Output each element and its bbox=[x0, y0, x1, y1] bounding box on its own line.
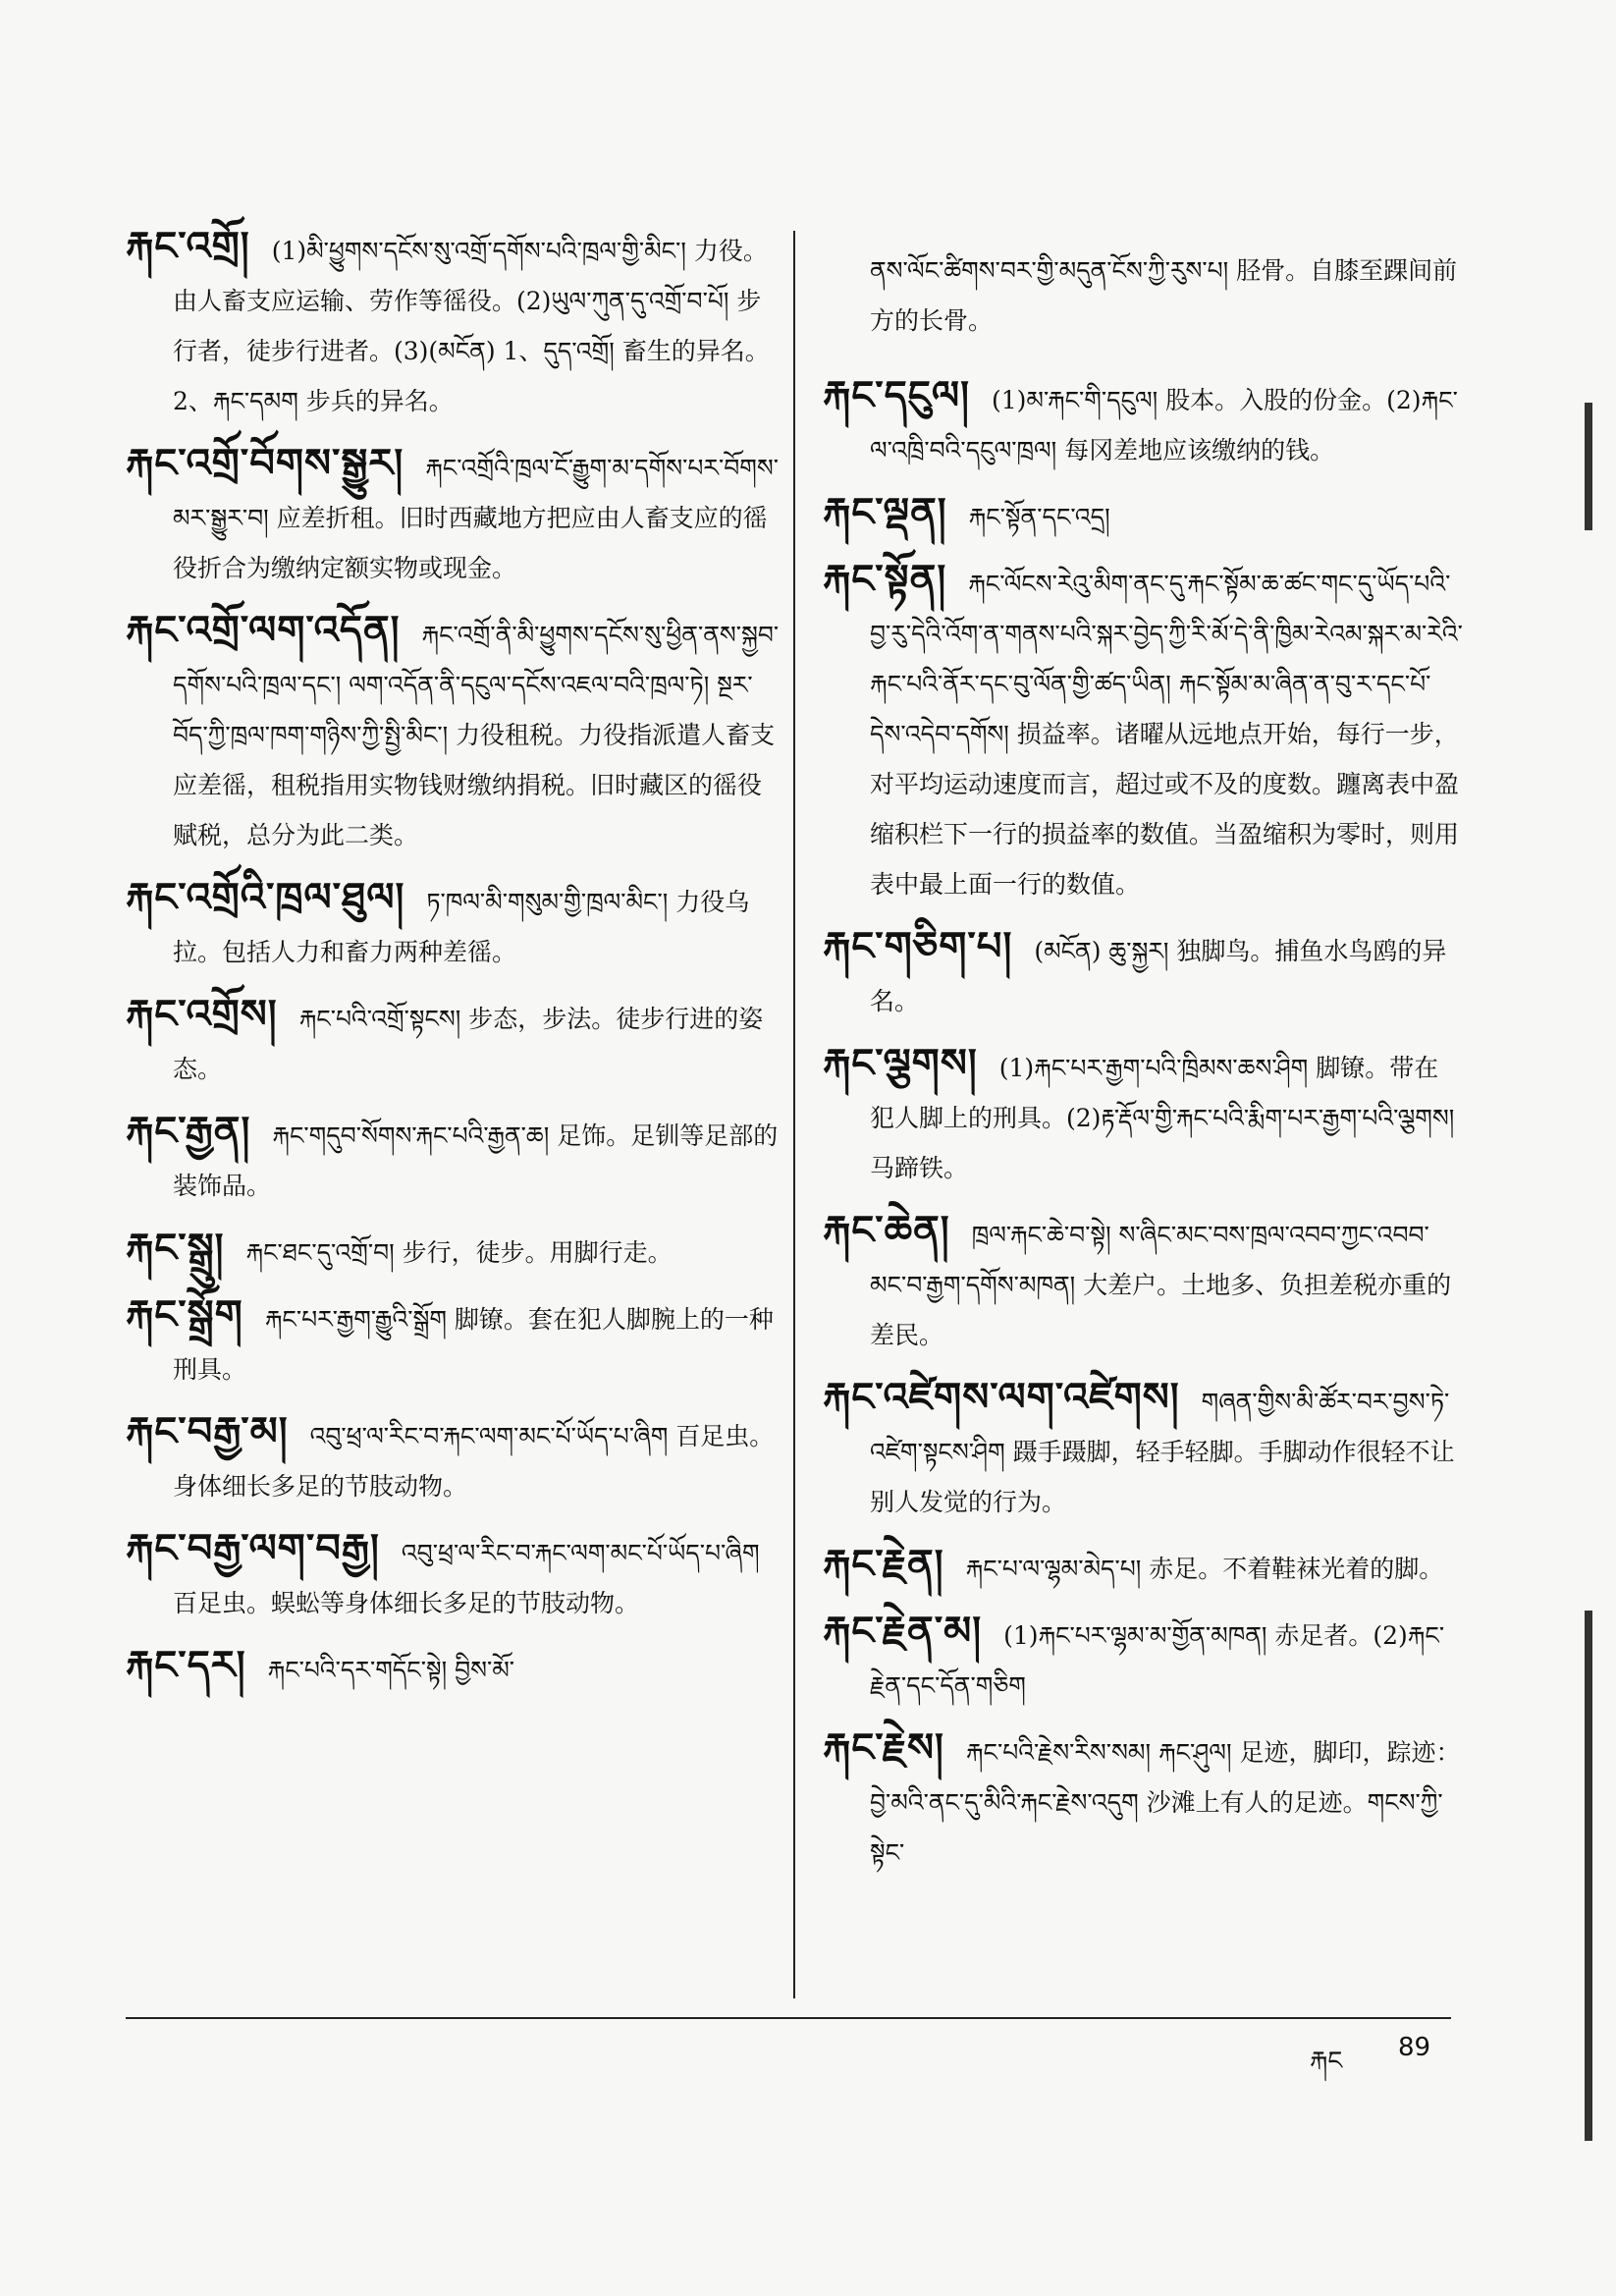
dictionary-entry bbox=[823, 1372, 1463, 1527]
dictionary-entry bbox=[823, 1606, 1463, 1711]
dictionary-entry bbox=[126, 1640, 781, 1695]
page-number: 89 bbox=[1398, 2033, 1431, 2062]
margin-mark bbox=[1585, 403, 1592, 530]
dictionary-entry bbox=[823, 246, 1463, 346]
entry-headword: རྐང་རྗེས། bbox=[823, 1724, 944, 1771]
dictionary-entry bbox=[126, 1523, 781, 1628]
entry-definition: རྐང་པའི་རྗེས་རིས་སམ། རྐང་ཤུལ། 足迹，脚印，踪迹：བྱེ་མའི་ནང་དུ་མིའི་རྐང་རྗེས་འདུག 沙滩上有人的足迹。གངས་ཀྱི་སྟེང་ bbox=[870, 1738, 1461, 1867]
right-column bbox=[823, 221, 1463, 1889]
entry-headword: རྐང་འགྲོ་ལག་འདོན། bbox=[126, 607, 401, 653]
entry-definition: ནས་ལོང་ཚིགས་བར་གྱི་མདུན་ངོས་ཀྱི་རུས་པ། 胫骨。自膝至踝间前方的长骨。 bbox=[870, 256, 1458, 335]
entry-headword: རྐང་རྗེན་མ། bbox=[823, 1608, 983, 1654]
entry-definition: རྐང་འགྲོའི་ཁྲལ་ངོ་རྒྱུག་མ་དགོས་པར་བོགས་མར་སྒྱུར་བ། 应差折租。旧时西藏地方把应由人畜支应的徭役折合为缴纳定额实物或现金。 bbox=[173, 454, 779, 582]
dictionary-entry bbox=[126, 221, 781, 426]
entry-headword: རྐང་ལྡན། bbox=[823, 489, 947, 535]
dictionary-entry bbox=[823, 1038, 1463, 1193]
entry-headword: རྐང་ལྕགས། bbox=[823, 1040, 978, 1086]
entry-definition: ཏ་ཁལ་མི་གསུམ་གྱི་ཁྲལ་མིང་། 力役乌拉。包括人力和畜力两种差徭。 bbox=[173, 888, 750, 966]
entry-definition: (1)མ་རྐང་གི་དངུལ། 股本。入股的份金。(2)རྐང་ལ་འཁྲི་བའི་དངུལ་ཁྲལ། 每冈差地应该缴纳的钱。 bbox=[870, 386, 1458, 465]
dictionary-entry bbox=[126, 989, 781, 1094]
dictionary-entry bbox=[823, 921, 1463, 1026]
left-column bbox=[126, 221, 781, 1707]
entry-headword: རྐང་འགྲོས། bbox=[126, 991, 278, 1037]
entry-headword: རྐང་རྒྱན། bbox=[126, 1108, 251, 1154]
entry-definition: རྐང་པའི་འགྲོ་སྟངས། 步态，步法。徒步行进的姿态。 bbox=[173, 1005, 764, 1083]
dictionary-entry bbox=[126, 605, 781, 860]
entry-definition: གཞན་གྱིས་མི་ཚོར་བར་བྱས་ཏེ་འཛེག་སྟངས་ཤིག 蹑手蹑脚，轻手轻脚。手脚动作很轻不让别人发觉的行为。 bbox=[870, 1388, 1455, 1516]
running-headword: རྐང bbox=[1310, 2047, 1343, 2076]
entry-headword: རྐང་དངུལ། bbox=[823, 372, 970, 418]
margin-mark bbox=[1585, 1611, 1592, 2141]
footer-rule bbox=[126, 2017, 1451, 2019]
entry-headword: རྐང་འགྲོའི་ཁྲལ་ཐུལ། bbox=[126, 874, 405, 920]
dictionary-entry bbox=[126, 872, 781, 977]
entry-headword: རྐང་ཆེན། bbox=[823, 1207, 950, 1253]
dictionary-entry bbox=[126, 438, 781, 593]
dictionary-entry bbox=[823, 370, 1463, 475]
dictionary-entry bbox=[823, 554, 1463, 909]
entry-definition: (མངོན) ཆུ་སྐྱར། 独脚鸟。捕鱼水鸟鸥的异名。 bbox=[870, 937, 1447, 1015]
dictionary-entry bbox=[823, 1539, 1463, 1594]
entry-definition: རྐང་ཐང་དུ་འགྲོ་བ། 步行，徒步。用脚行走。 bbox=[245, 1238, 673, 1267]
entry-definition: རྐང་པ་ལ་ལྷམ་མེད་པ། 赤足。不着鞋袜光着的脚。 bbox=[965, 1555, 1444, 1583]
entry-definition: རྐང་ལོངས་རེའུ་མིག་ནང་དུ་རྐང་སྟོམ་ཆ་ཚང་གང་དུ་ཡོད་པའི་བྱ་རུ་དེའི་འོག་ན་གནས་པའི་སྐར་བྱེད་ཀྱི་རི་མོ་དེ་ནི་ཁྱིམ་རེའམ་སྐར་མ་རེའི་རྐང་པའི་ནོར་དང་བུ་ལོན་གྱི་ཚད་ཡིན། རྐང་སྟོམ་མ་ཞིན་ན་བུ་ར་དང་པོ་དེས་འདེབ་དགོས། 损益率。诸曜从远地点开始，每行一步，对平均运动速度而言，超过或不及的度数。躔离表中盈缩积栏下一行的损益率的数值。当盈缩积为零时，则用表中最上面一行的数值。 bbox=[870, 570, 1463, 899]
dictionary-entry bbox=[126, 1223, 781, 1278]
entry-definition: རྐང་གདུབ་སོགས་རྐང་པའི་རྒྱན་ཆ། 足饰。足钏等足部的装饰品。 bbox=[173, 1121, 779, 1200]
entry-headword: རྐང་གཅིག་པ། bbox=[823, 923, 1013, 969]
entry-definition: (1)མི་ཕྱུགས་དངོས་སུ་འགྲོ་དགོས་པའི་ཁྲལ་གྱི་མིང་། 力役。由人畜支应运输、劳作等徭役。(2)ཡུལ་ཀུན་དུ་འགྲོ་བ་པོ། 步行者，徒步行进者。(3)(མངོན) 1、དུད་འགྲོ། 畜生的异名。2、རྐང་དམག 步兵的异名。 bbox=[173, 237, 770, 415]
dictionary-entry bbox=[126, 1406, 781, 1511]
entry-definition: རྐང་འགྲོ་ནི་མི་ཕྱུགས་དངོས་སུ་ཕྱིན་ནས་སྐྱབ་དགོས་པའི་ཁྲལ་དང་། ལག་འདོན་ནི་དངུལ་དངོས་འཇལ་བའི་ཁྲལ་ཏེ། སྔར་བོད་ཀྱི་ཁྲལ་ཁག་གཉིས་ཀྱི་སྤྱི་མིང་། 力役租税。力役指派遣人畜支应差徭，租税指用实物钱财缴纳捐税。旧时藏区的徭役赋税，总分为此二类。 bbox=[173, 621, 780, 849]
entry-definition: རྐང་པར་རྒྱག་རྒྱུའི་སྒྲོག 脚镣。套在犯人脚腕上的一种刑具。 bbox=[173, 1305, 774, 1384]
column-divider bbox=[793, 231, 795, 1998]
entry-definition: འབུ་ཕྲ་ལ་རིང་བ་རྐང་ལག་མང་པོ་ཡོད་པ་ཞིག 百足虫。身体细长多足的节肢动物。 bbox=[173, 1422, 775, 1501]
dictionary-entry bbox=[126, 1289, 781, 1394]
entry-definition: རྐང་སྟོན་དང་འདྲ། bbox=[968, 503, 1110, 531]
dictionary-entry bbox=[126, 1106, 781, 1211]
dictionary-entry bbox=[823, 487, 1463, 542]
entry-definition: འབུ་ཕྲ་ལ་རིང་བ་རྐང་ལག་མང་པོ་ཡོད་པ་ཞིག 百足虫。蜈蚣等身体细长多足的节肢动物。 bbox=[173, 1539, 760, 1617]
entry-headword: རྐང་བརྒྱ་ལག་བརྒྱ། bbox=[126, 1525, 380, 1571]
entry-headword: རྐང་བརྒྱ་མ། bbox=[126, 1408, 289, 1454]
entry-headword: རྐང་འགྲོ་བོགས་སྒྱུར། bbox=[126, 440, 404, 486]
entry-headword: རྐང་རྗེན། bbox=[823, 1541, 944, 1587]
entry-definition: ཁྲལ་རྐང་ཆེ་བ་སྟེ། ས་ཞིང་མང་བས་ཁྲལ་འབབ་ཀྱང་འབབ་མང་བ་རྒྱག་དགོས་མཁན། 大差户。土地多、负担差税亦重的差民。 bbox=[870, 1221, 1452, 1349]
entry-definition: (1)རྐང་པར་རྒྱག་པའི་ཁྲིམས་ཆས་ཤིག 脚镣。带在犯人脚上的刑具。(2)རྟ་རྡོལ་གྱི་རྐང་པའི་རྨིག་པར་རྒྱག་པའི་ལྕགས། 马蹄铁。 bbox=[870, 1054, 1455, 1182]
entry-headword: རྐང་སྒྲུ། bbox=[126, 1225, 225, 1271]
entry-definition: རྐང་པའི་དར་གདོང་སྟེ། བྱིས་མོ་ bbox=[267, 1656, 515, 1684]
entry-definition: (1)རྐང་པར་ལྷམ་མ་གྱོན་མཁན། 赤足者。(2)རྐང་རྗེན་དང་དོན་གཅིག bbox=[870, 1621, 1445, 1700]
entry-headword: རྐང་འཛེགས་ལག་འཛེགས། bbox=[823, 1374, 1180, 1420]
dictionary-entry bbox=[823, 1205, 1463, 1360]
entry-headword: རྐང་སྟོན། bbox=[823, 556, 947, 602]
entry-headword: རྐང་དར། bbox=[126, 1642, 246, 1688]
dictionary-entry bbox=[823, 1722, 1463, 1878]
entry-headword: རྐང་སྒྲོག bbox=[126, 1291, 243, 1338]
entry-headword: རྐང་འགྲོ། bbox=[126, 223, 250, 269]
